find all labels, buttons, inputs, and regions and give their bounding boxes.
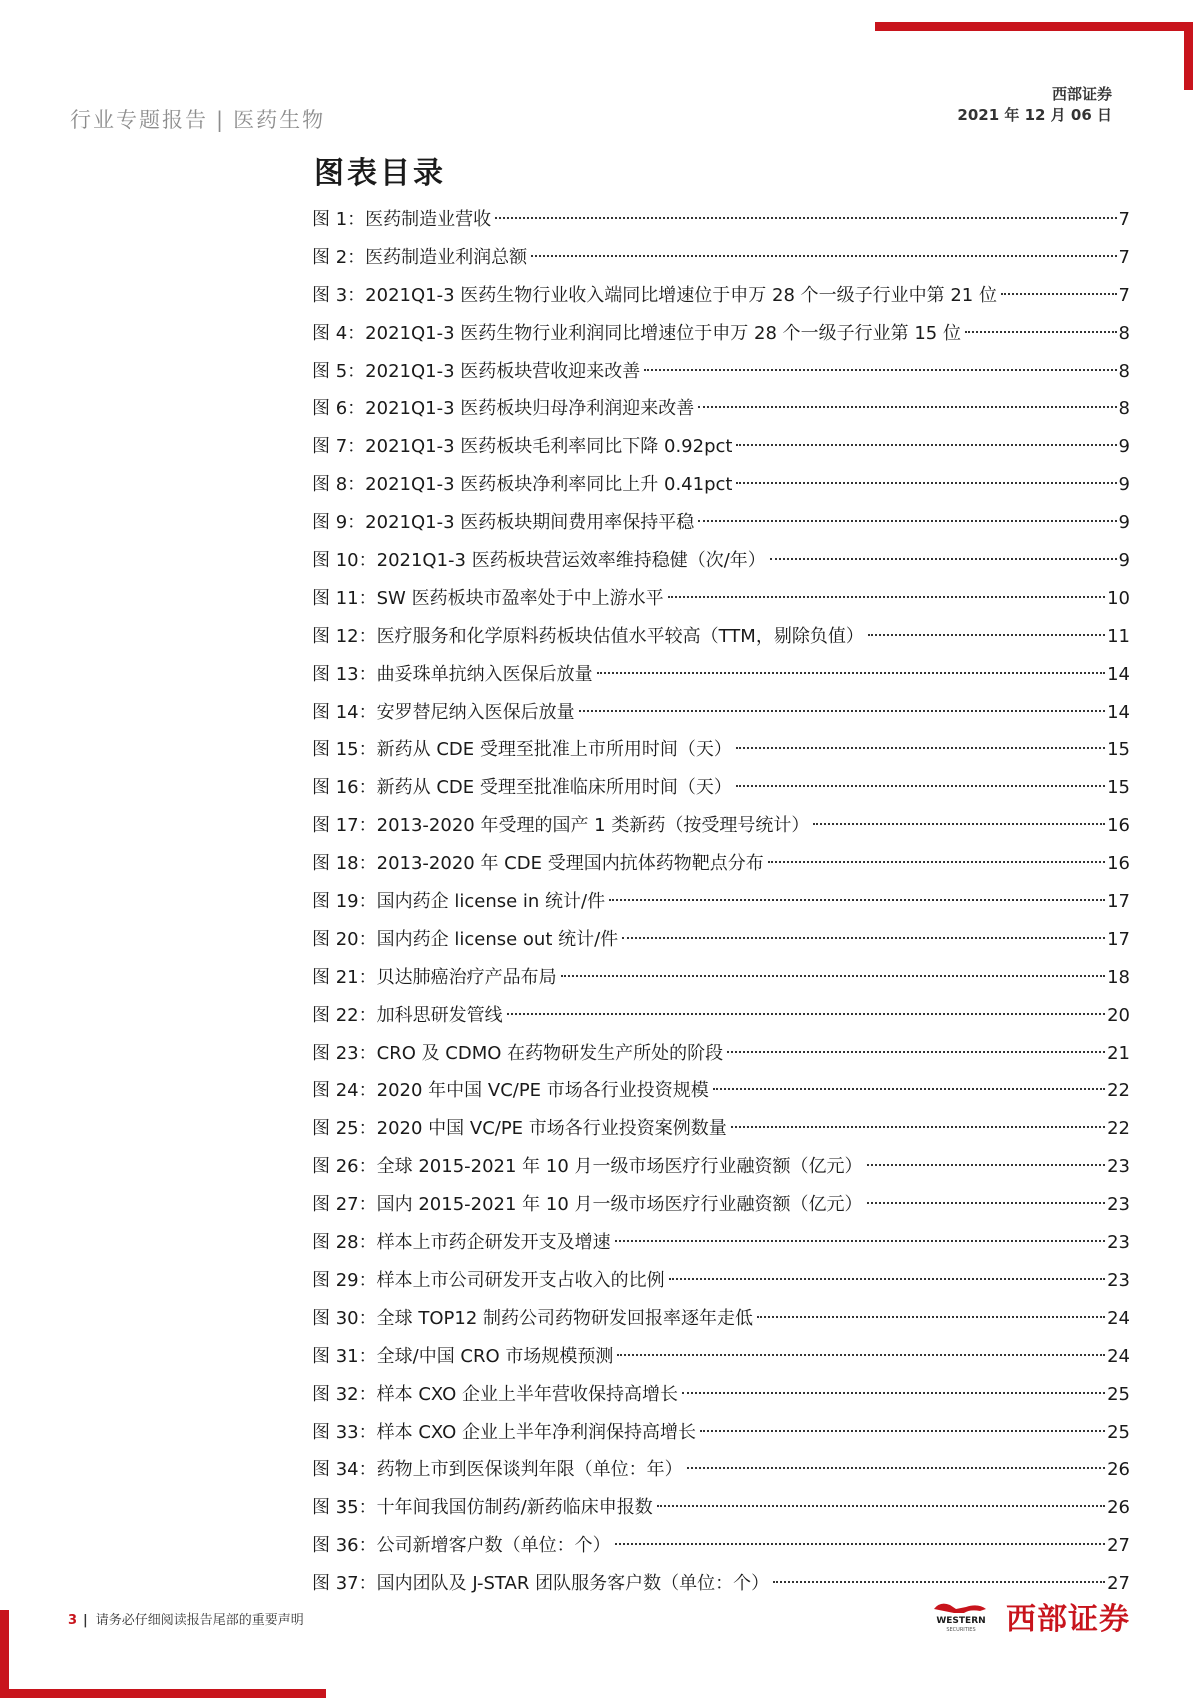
header-separator: | [216, 108, 226, 132]
logo-wordmark: WESTERN [936, 1616, 986, 1626]
toc-entry[interactable] [312, 1262, 1130, 1300]
toc-entry-page: 26 [1107, 1497, 1130, 1519]
toc-leader-dots [700, 1429, 1105, 1432]
toc-entry-label: 图 19：国内药企 license in 统计/件 [312, 891, 606, 913]
toc-leader-dots [773, 1580, 1105, 1583]
toc-entry-page: 9 [1118, 436, 1130, 458]
toc-leader-dots [597, 671, 1105, 674]
toc-leader-dots [1001, 292, 1117, 295]
toc-entry-label: 图 30：全球 TOP12 制药公司药物研发回报率逐年走低 [312, 1307, 753, 1329]
toc-entry[interactable] [312, 315, 1130, 353]
toc-entry-page: 25 [1107, 1383, 1130, 1405]
report-category: 行业专题报告 [70, 108, 208, 132]
toc-entry-page: 7 [1118, 284, 1130, 306]
toc-leader-dots [698, 519, 1116, 522]
toc-entry-page: 16 [1107, 853, 1130, 875]
toc-leader-dots [757, 1315, 1105, 1318]
toc-entry-page: 9 [1118, 512, 1130, 534]
toc-leader-dots [507, 1012, 1105, 1015]
toc-leader-dots [682, 1391, 1105, 1394]
toc-entry[interactable] [312, 997, 1130, 1035]
toc-entry-page: 8 [1118, 360, 1130, 382]
toc-entry-page: 17 [1107, 928, 1130, 950]
toc-entry-page: 14 [1107, 663, 1130, 685]
toc-entry-page: 27 [1107, 1573, 1130, 1595]
toc-entry-label: 图 8：2021Q1-3 医药板块净利率同比上升 0.41pct [312, 474, 733, 496]
toc-entry-page: 27 [1107, 1535, 1130, 1557]
toc-entry[interactable] [312, 807, 1130, 845]
toc-entry-page: 22 [1107, 1118, 1130, 1140]
toc-entry-page: 8 [1118, 322, 1130, 344]
toc-entry-page: 24 [1107, 1345, 1130, 1367]
disclaimer-text: 请务必仔细阅读报告尾部的重要声明 [95, 1613, 304, 1628]
toc-leader-dots [609, 898, 1105, 901]
toc-leader-dots [495, 216, 1116, 219]
toc-entry-page: 20 [1107, 1004, 1130, 1026]
toc-leader-dots [657, 1504, 1105, 1507]
toc-entry-page: 7 [1118, 209, 1130, 230]
toc-entry-page: 23 [1107, 1232, 1130, 1254]
toc-entry-label: 图 14：安罗替尼纳入医保后放量 [312, 701, 575, 723]
toc-entry-label: 图 13：曲妥珠单抗纳入医保后放量 [312, 663, 593, 685]
toc-entry[interactable] [312, 618, 1130, 656]
toc-entry-label: 图 10：2021Q1-3 医药板块营运效率维持稳健（次/年） [312, 550, 766, 572]
toc-entry[interactable] [312, 1072, 1130, 1110]
toc-entry-label: 图 12：医疗服务和化学原料药板块估值水平较高（TTM，剔除负值） [312, 625, 864, 647]
toc-entry[interactable] [312, 1451, 1130, 1489]
report-date: 2021 年 12 月 06 日 [957, 106, 1112, 124]
toc-entry-label: 图 7：2021Q1-3 医药板块毛利率同比下降 0.92pct [312, 436, 733, 458]
toc-entry-label: 图 5：2021Q1-3 医药板块营收迎来改善 [312, 360, 641, 382]
toc-entry[interactable] [312, 694, 1130, 732]
toc-entry[interactable] [312, 504, 1130, 542]
footer-brand: 西部证券 [1006, 1602, 1130, 1637]
toc-entry-label: 图 33：样本 CXO 企业上半年净利润保持高增长 [312, 1421, 696, 1443]
toc-entry[interactable] [312, 353, 1130, 391]
toc-leader-dots [615, 1542, 1105, 1545]
toc-leader-dots [736, 443, 1116, 446]
toc-entry-label: 图 34：药物上市到医保谈判年限（单位：年） [312, 1459, 683, 1481]
toc-entry-label: 图 23：CRO 及 CDMO 在药物研发生产所处的阶段 [312, 1042, 724, 1064]
company-logo [926, 1594, 1130, 1638]
toc-entry[interactable] [312, 845, 1130, 883]
toc-leader-dots [622, 936, 1105, 939]
toc-entry-label: 图 36：公司新增客户数（单位：个） [312, 1535, 611, 1557]
toc-entry[interactable] [312, 959, 1130, 997]
toc-entry[interactable] [312, 1414, 1130, 1452]
toc-leader-dots [561, 974, 1105, 977]
toc-entry-label: 图 21：贝达肺癌治疗产品布局 [312, 966, 557, 988]
toc-title: 图表目录 [314, 156, 446, 191]
toc-entry[interactable] [312, 1527, 1130, 1565]
toc-leader-dots [644, 368, 1116, 371]
toc-entry-page: 10 [1107, 587, 1130, 609]
toc-entry[interactable] [312, 1489, 1130, 1527]
toc-entry-label: 图 1：医药制造业营收 [312, 209, 492, 230]
toc-entry-page: 18 [1107, 966, 1130, 988]
toc-entry-page: 15 [1107, 777, 1130, 799]
toc-entry[interactable] [312, 1224, 1130, 1262]
toc-entry-page: 26 [1107, 1459, 1130, 1481]
table-of-figures [312, 201, 1130, 1603]
toc-entry-label: 图 3：2021Q1-3 医药生物行业收入端同比增速位于申万 28 个一级子行业中第 21 位 [312, 284, 997, 306]
toc-entry-label: 图 28：样本上市药企研发开支及增速 [312, 1232, 611, 1254]
toc-entry[interactable] [312, 1300, 1130, 1338]
toc-leader-dots [736, 746, 1105, 749]
toc-entry-page: 23 [1107, 1156, 1130, 1178]
corner-frame-bottom-left-vertical [0, 1610, 9, 1698]
toc-leader-dots [617, 1353, 1105, 1356]
toc-leader-dots [669, 1277, 1105, 1280]
toc-entry-page: 22 [1107, 1080, 1130, 1102]
toc-entry-page: 11 [1107, 625, 1130, 647]
toc-entry[interactable] [312, 883, 1130, 921]
toc-entry[interactable] [312, 201, 1130, 239]
toc-entry-label: 图 25：2020 中国 VC/PE 市场各行业投资案例数量 [312, 1118, 727, 1140]
toc-entry-label: 图 11：SW 医药板块市盈率处于中上游水平 [312, 587, 664, 609]
toc-leader-dots [770, 557, 1117, 560]
toc-entry[interactable] [312, 239, 1130, 277]
toc-entry-page: 24 [1107, 1307, 1130, 1329]
corner-frame-top-right [875, 22, 1193, 31]
toc-entry-label: 图 26：全球 2015-2021 年 10 月一级市场医疗行业融资额（亿元） [312, 1156, 863, 1178]
toc-leader-dots [579, 709, 1105, 712]
toc-entry-page: 16 [1107, 815, 1130, 837]
toc-entry[interactable] [312, 1110, 1130, 1148]
report-sector: 医药生物 [233, 108, 326, 132]
toc-entry[interactable] [312, 1035, 1130, 1073]
toc-entry-label: 图 18：2013-2020 年 CDE 受理国内抗体药物靶点分布 [312, 853, 764, 875]
bull-logo-icon [926, 1599, 996, 1633]
toc-entry-page: 8 [1118, 398, 1130, 420]
toc-leader-dots [698, 405, 1116, 408]
header-brand: 西部证券 [1051, 85, 1112, 103]
toc-entry-label: 图 4：2021Q1-3 医药生物行业利润同比增速位于申万 28 个一级子行业第 15 位 [312, 322, 961, 344]
toc-entry-label: 图 15：新药从 CDE 受理至批准上市所用时间（天） [312, 739, 732, 761]
toc-entry-page: 23 [1107, 1269, 1130, 1291]
footer-separator: | [83, 1613, 88, 1628]
toc-leader-dots [713, 1087, 1105, 1090]
toc-leader-dots [531, 254, 1116, 257]
toc-leader-dots [736, 481, 1116, 484]
toc-entry-label: 图 9：2021Q1-3 医药板块期间费用率保持平稳 [312, 512, 695, 534]
toc-entry-label: 图 16：新药从 CDE 受理至批准临床所用时间（天） [312, 777, 732, 799]
toc-entry[interactable] [312, 390, 1130, 428]
toc-leader-dots [727, 1050, 1105, 1053]
toc-entry[interactable] [312, 580, 1130, 618]
toc-entry-page: 15 [1107, 739, 1130, 761]
toc-entry[interactable] [312, 656, 1130, 694]
logo-subwordmark: SECURITIES [946, 1627, 976, 1633]
toc-entry[interactable] [312, 731, 1130, 769]
toc-entry-page: 9 [1118, 474, 1130, 496]
toc-leader-dots [768, 860, 1105, 863]
toc-entry-label: 图 35：十年间我国仿制药/新药临床申报数 [312, 1497, 653, 1519]
toc-entry-label: 图 6：2021Q1-3 医药板块归母净利润迎来改善 [312, 398, 695, 420]
toc-entry-label: 图 32：样本 CXO 企业上半年营收保持高增长 [312, 1383, 678, 1405]
toc-leader-dots [736, 784, 1105, 787]
toc-entry-label: 图 17：2013-2020 年受理的国产 1 类新药（按受理号统计） [312, 815, 810, 837]
toc-entry[interactable] [312, 466, 1130, 504]
toc-entry-page: 9 [1118, 550, 1130, 572]
page-number: 3 [68, 1613, 78, 1628]
toc-entry[interactable] [312, 1148, 1130, 1186]
corner-frame-top-right-vertical [1184, 22, 1193, 90]
toc-entry-label: 图 2：医药制造业利润总额 [312, 246, 528, 268]
toc-entry-page: 14 [1107, 701, 1130, 723]
footer-notice [68, 1609, 304, 1628]
toc-entry[interactable] [312, 1186, 1130, 1224]
toc-entry[interactable] [312, 428, 1130, 466]
toc-entry-page: 17 [1107, 891, 1130, 913]
toc-entry-page: 7 [1118, 246, 1130, 268]
toc-leader-dots [867, 1163, 1106, 1166]
toc-leader-dots [965, 330, 1117, 333]
toc-entry-label: 图 24：2020 年中国 VC/PE 市场各行业投资规模 [312, 1080, 709, 1102]
toc-entry[interactable] [312, 769, 1130, 807]
toc-entry-page: 21 [1107, 1042, 1130, 1064]
corner-frame-bottom-left [0, 1689, 326, 1698]
toc-entry-label: 图 29：样本上市公司研发开支占收入的比例 [312, 1269, 665, 1291]
toc-entry-label: 图 37：国内团队及 J-STAR 团队服务客户数（单位：个） [312, 1573, 770, 1595]
toc-entry[interactable] [312, 921, 1130, 959]
report-category-header [70, 104, 325, 134]
toc-entry[interactable] [312, 542, 1130, 580]
toc-entry[interactable] [312, 1338, 1130, 1376]
toc-entry-page: 25 [1107, 1421, 1130, 1443]
toc-leader-dots [813, 822, 1105, 825]
toc-leader-dots [615, 1239, 1105, 1242]
toc-entry-label: 图 22：加科思研发管线 [312, 1004, 503, 1026]
toc-leader-dots [868, 633, 1105, 636]
toc-leader-dots [687, 1466, 1105, 1469]
toc-entry[interactable] [312, 277, 1130, 315]
toc-leader-dots [867, 1201, 1106, 1204]
toc-entry-page: 23 [1107, 1194, 1130, 1216]
toc-entry[interactable] [312, 1376, 1130, 1414]
toc-entry-label: 图 20：国内药企 license out 统计/件 [312, 928, 619, 950]
toc-entry-label: 图 31：全球/中国 CRO 市场规模预测 [312, 1345, 614, 1367]
toc-entry-label: 图 27：国内 2015-2021 年 10 月一级市场医疗行业融资额（亿元） [312, 1194, 863, 1216]
toc-leader-dots [668, 595, 1106, 598]
toc-leader-dots [731, 1125, 1105, 1128]
